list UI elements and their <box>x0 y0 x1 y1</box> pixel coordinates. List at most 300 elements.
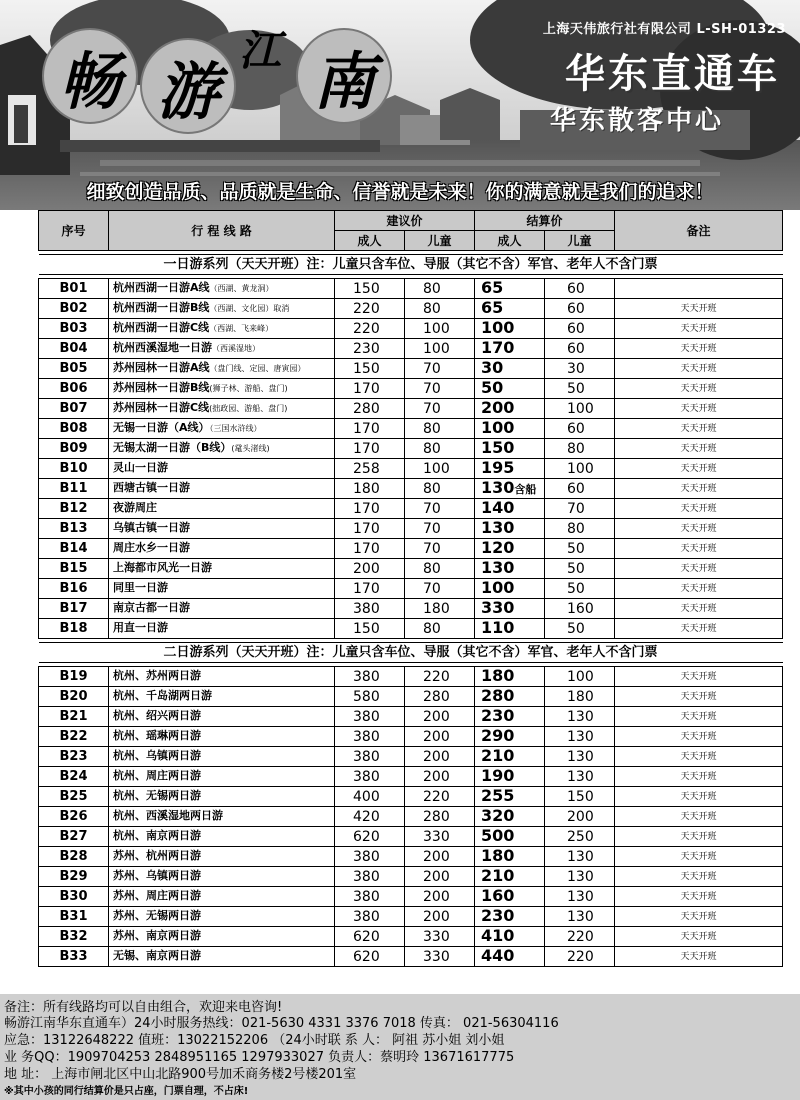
route-name: 杭州西湖一日游C线 <box>113 321 210 334</box>
route-code: B11 <box>39 479 109 499</box>
route-name: 杭州、南京两日游 <box>113 829 201 842</box>
settle-adult-price: 120 <box>481 538 515 557</box>
settle-child-price: 130 <box>545 847 615 867</box>
remark: 天天开班 <box>615 947 783 967</box>
route-name-cell <box>109 379 335 399</box>
route-code: B21 <box>39 707 109 727</box>
route-name: 苏州、周庄两日游 <box>113 889 201 902</box>
remark <box>615 279 783 299</box>
route-name-cell <box>109 767 335 787</box>
route-code: B08 <box>39 419 109 439</box>
route-name: 杭州、无锡两日游 <box>113 789 201 802</box>
settle-adult-price: 440 <box>481 946 515 965</box>
settle-adult-cell <box>475 947 545 967</box>
settle-adult-price: 50 <box>481 378 504 397</box>
logo-char-2: 游 <box>140 38 236 134</box>
settle-child-price: 220 <box>545 947 615 967</box>
remark: 天天开班 <box>615 847 783 867</box>
route-code: B22 <box>39 727 109 747</box>
suggest-child-price: 80 <box>405 299 475 319</box>
table-row <box>39 479 783 499</box>
settle-adult-price: 200 <box>481 398 515 417</box>
suggest-adult-price: 420 <box>335 807 405 827</box>
route-name-cell <box>109 579 335 599</box>
table-row <box>39 727 783 747</box>
route-name-cell <box>109 887 335 907</box>
settle-child-price: 130 <box>545 867 615 887</box>
suggest-child-price: 180 <box>405 599 475 619</box>
settle-adult-price: 330 <box>481 598 515 617</box>
table-row <box>39 847 783 867</box>
route-note: （西溪湿地） <box>212 344 260 353</box>
settle-adult-cell <box>475 847 545 867</box>
suggest-adult-price: 170 <box>335 419 405 439</box>
suggest-adult-price: 200 <box>335 559 405 579</box>
route-name-cell <box>109 947 335 967</box>
route-name: 杭州、周庄两日游 <box>113 769 201 782</box>
suggest-child-price: 70 <box>405 579 475 599</box>
route-name: 无锡一日游（A线） <box>113 421 210 434</box>
route-code: B28 <box>39 847 109 867</box>
settle-adult-price: 160 <box>481 886 515 905</box>
route-name-cell <box>109 499 335 519</box>
settle-adult-price: 320 <box>481 806 515 825</box>
suggest-child-price: 200 <box>405 847 475 867</box>
route-code: B23 <box>39 747 109 767</box>
remark: 天天开班 <box>615 927 783 947</box>
suggest-adult-price: 380 <box>335 667 405 687</box>
remark: 天天开班 <box>615 619 783 639</box>
route-name-cell <box>109 787 335 807</box>
table-row <box>39 279 783 299</box>
route-name: 夜游周庄 <box>113 501 157 514</box>
suggest-adult-price: 620 <box>335 947 405 967</box>
remark: 天天开班 <box>615 599 783 619</box>
suggest-adult-price: 230 <box>335 339 405 359</box>
settle-adult-price: 140 <box>481 498 515 517</box>
settle-adult-cell <box>475 559 545 579</box>
settle-child-price: 60 <box>545 279 615 299</box>
route-name-cell <box>109 747 335 767</box>
route-name-cell <box>109 459 335 479</box>
route-code: B16 <box>39 579 109 599</box>
settle-adult-cell <box>475 579 545 599</box>
suggest-adult-price: 170 <box>335 579 405 599</box>
route-name-cell <box>109 319 335 339</box>
route-name: 杭州、瑶琳两日游 <box>113 729 201 742</box>
settle-adult-cell <box>475 539 545 559</box>
suggest-adult-price: 280 <box>335 399 405 419</box>
route-name-cell <box>109 927 335 947</box>
settle-adult-price: 410 <box>481 926 515 945</box>
suggest-adult-price: 220 <box>335 319 405 339</box>
route-code: B24 <box>39 767 109 787</box>
settle-adult-cell <box>475 687 545 707</box>
remark: 天天开班 <box>615 579 783 599</box>
suggest-child-price: 80 <box>405 559 475 579</box>
suggest-adult-price: 180 <box>335 479 405 499</box>
route-code: B01 <box>39 279 109 299</box>
route-code: B05 <box>39 359 109 379</box>
settle-adult-cell <box>475 519 545 539</box>
route-name-cell <box>109 339 335 359</box>
settle-adult-cell <box>475 499 545 519</box>
remark: 天天开班 <box>615 499 783 519</box>
settle-adult-price: 150 <box>481 438 515 457</box>
settle-child-price: 50 <box>545 379 615 399</box>
remark: 天天开班 <box>615 867 783 887</box>
header-suggest-adult: 成人 <box>335 231 405 251</box>
settle-adult-price: 130 <box>481 478 515 497</box>
route-name: 同里一日游 <box>113 581 168 594</box>
suggest-adult-price: 380 <box>335 599 405 619</box>
price-table-body <box>39 251 783 967</box>
table-row <box>39 599 783 619</box>
settle-child-price: 30 <box>545 359 615 379</box>
settle-child-price: 200 <box>545 807 615 827</box>
suggest-adult-price: 380 <box>335 747 405 767</box>
table-row <box>39 619 783 639</box>
route-name: 乌镇古镇一日游 <box>113 521 190 534</box>
suggest-adult-price: 580 <box>335 687 405 707</box>
remark: 天天开班 <box>615 887 783 907</box>
settle-child-price: 70 <box>545 499 615 519</box>
section-title-row <box>39 255 783 275</box>
settle-adult-cell <box>475 299 545 319</box>
table-row <box>39 519 783 539</box>
settle-adult-price: 100 <box>481 578 515 597</box>
suggest-adult-price: 380 <box>335 887 405 907</box>
price-table-wrapper <box>38 210 782 967</box>
table-row <box>39 459 783 479</box>
footer-hotline: 畅游江南华东直通车）24小时服务热线：021-5630 4331 3376 7018 传真： 021-56304116 <box>4 1016 559 1031</box>
route-code: B32 <box>39 927 109 947</box>
route-name: 杭州西湖一日游A线 <box>113 281 210 294</box>
table-row <box>39 439 783 459</box>
settle-adult-price: 210 <box>481 866 515 885</box>
section-title: 一日游系列（天天开班）注：儿童只含车位、导服（其它不含）军官、老年人不含门票 <box>39 255 783 275</box>
settle-adult-cell <box>475 667 545 687</box>
remark: 天天开班 <box>615 299 783 319</box>
settle-child-price: 80 <box>545 519 615 539</box>
settle-adult-cell <box>475 707 545 727</box>
table-row <box>39 299 783 319</box>
suggest-adult-price: 150 <box>335 359 405 379</box>
remark: 天天开班 <box>615 827 783 847</box>
table-row <box>39 787 783 807</box>
settle-adult-cell <box>475 827 545 847</box>
suggest-child-price: 80 <box>405 619 475 639</box>
suggest-adult-price: 380 <box>335 907 405 927</box>
header-banner: 畅 游 江 南 上海天伟旅行社有限公司 L-SH-01323 华东直通车 华东散客中心 细致创造品质、品质就是生命、信誉就是未来！你的满意就是我们的追求！ <box>0 0 800 210</box>
brand-title: 华东直通车 <box>565 51 780 97</box>
remark: 天天开班 <box>615 419 783 439</box>
settle-adult-cell <box>475 787 545 807</box>
route-name-cell <box>109 399 335 419</box>
table-row <box>39 747 783 767</box>
route-name-cell <box>109 419 335 439</box>
route-name: 杭州、千岛湖两日游 <box>113 689 212 702</box>
route-code: B29 <box>39 867 109 887</box>
settle-adult-price: 30 <box>481 358 504 377</box>
route-name-cell <box>109 907 335 927</box>
suggest-child-price: 200 <box>405 887 475 907</box>
footer-remark: 备注：所有线路均可以自由组合，欢迎来电咨询! <box>4 1000 283 1015</box>
suggest-child-price: 70 <box>405 359 475 379</box>
route-name-cell <box>109 707 335 727</box>
settle-child-price: 100 <box>545 459 615 479</box>
settle-adult-cell <box>475 319 545 339</box>
remark: 天天开班 <box>615 727 783 747</box>
route-name: 用直一日游 <box>113 621 168 634</box>
route-name: 杭州、苏州两日游 <box>113 669 201 682</box>
table-row <box>39 579 783 599</box>
suggest-child-price: 330 <box>405 947 475 967</box>
route-code: B02 <box>39 299 109 319</box>
settle-adult-cell <box>475 619 545 639</box>
footer-emergency: 应急：13122648222 值班：13022152206 （24小时联 系 人： 阿祖 苏小姐 刘小姐 <box>4 1033 505 1048</box>
route-name-cell <box>109 559 335 579</box>
route-name-cell <box>109 619 335 639</box>
remark: 天天开班 <box>615 399 783 419</box>
route-code: B10 <box>39 459 109 479</box>
settle-adult-price: 180 <box>481 666 515 685</box>
footer-address: 地 址： 上海市闸北区中山北路900号加禾商务楼2号楼201室 <box>4 1067 357 1082</box>
slogan: 细致创造品质、品质就是生命、信誉就是未来！你的满意就是我们的追求！ <box>86 181 714 203</box>
section-title-row <box>39 643 783 663</box>
logo-char-4: 南 <box>296 28 392 124</box>
settle-child-price: 50 <box>545 579 615 599</box>
suggest-adult-price: 170 <box>335 519 405 539</box>
remark: 天天开班 <box>615 807 783 827</box>
route-code: B30 <box>39 887 109 907</box>
settle-adult-cell <box>475 379 545 399</box>
suggest-child-price: 70 <box>405 399 475 419</box>
suggest-child-price: 200 <box>405 867 475 887</box>
route-name: 无锡、南京两日游 <box>113 949 201 962</box>
settle-child-price: 50 <box>545 619 615 639</box>
route-code: B12 <box>39 499 109 519</box>
suggest-adult-price: 150 <box>335 619 405 639</box>
route-name-cell <box>109 727 335 747</box>
route-name-cell <box>109 519 335 539</box>
settle-child-price: 60 <box>545 419 615 439</box>
settle-child-price: 60 <box>545 319 615 339</box>
suggest-child-price: 200 <box>405 747 475 767</box>
table-row <box>39 539 783 559</box>
suggest-child-price: 70 <box>405 519 475 539</box>
remark: 天天开班 <box>615 519 783 539</box>
logo-char-1: 畅 <box>42 28 138 124</box>
settle-child-price: 130 <box>545 727 615 747</box>
route-name: 苏州、杭州两日游 <box>113 849 201 862</box>
route-name-cell <box>109 299 335 319</box>
suggest-child-price: 100 <box>405 459 475 479</box>
suggest-adult-price: 170 <box>335 499 405 519</box>
route-name: 杭州西溪湿地一日游 <box>113 341 212 354</box>
settle-child-price: 100 <box>545 399 615 419</box>
header-suggest-price: 建议价 <box>335 211 475 231</box>
settle-adult-price: 195 <box>481 458 515 477</box>
route-name: 杭州、乌镇两日游 <box>113 749 201 762</box>
route-code: B33 <box>39 947 109 967</box>
route-code: B13 <box>39 519 109 539</box>
settle-adult-cell <box>475 887 545 907</box>
settle-child-price: 100 <box>545 667 615 687</box>
settle-child-price: 80 <box>545 439 615 459</box>
route-code: B06 <box>39 379 109 399</box>
remark: 天天开班 <box>615 907 783 927</box>
suggest-child-price: 80 <box>405 439 475 459</box>
settle-adult-price: 100 <box>481 318 515 337</box>
route-name: 灵山一日游 <box>113 461 168 474</box>
suggest-child-price: 200 <box>405 907 475 927</box>
table-row <box>39 767 783 787</box>
suggest-adult-price: 620 <box>335 927 405 947</box>
suggest-child-price: 100 <box>405 339 475 359</box>
route-code: B03 <box>39 319 109 339</box>
brand-subtitle: 华东散客中心 <box>549 106 724 136</box>
route-code: B19 <box>39 667 109 687</box>
route-name-cell <box>109 539 335 559</box>
route-name: 苏州园林一日游A线 <box>113 361 210 374</box>
suggest-child-price: 200 <box>405 767 475 787</box>
suggest-adult-price: 170 <box>335 379 405 399</box>
suggest-child-price: 220 <box>405 787 475 807</box>
table-row <box>39 947 783 967</box>
settle-adult-cell <box>475 399 545 419</box>
route-name-cell <box>109 599 335 619</box>
route-code: B18 <box>39 619 109 639</box>
settle-adult-cell <box>475 279 545 299</box>
suggest-child-price: 70 <box>405 539 475 559</box>
settle-adult-cell <box>475 747 545 767</box>
settle-adult-price: 230 <box>481 706 515 725</box>
settle-child-price: 220 <box>545 927 615 947</box>
table-row <box>39 499 783 519</box>
settle-child-price: 60 <box>545 479 615 499</box>
settle-child-price: 60 <box>545 299 615 319</box>
settle-child-price: 60 <box>545 339 615 359</box>
remark: 天天开班 <box>615 339 783 359</box>
remark: 天天开班 <box>615 379 783 399</box>
header-no: 序号 <box>39 211 109 251</box>
suggest-adult-price: 150 <box>335 279 405 299</box>
suggest-child-price: 80 <box>405 279 475 299</box>
settle-adult-price: 190 <box>481 766 515 785</box>
route-note: (拙政园、游船、盘门) <box>209 404 288 413</box>
table-row <box>39 907 783 927</box>
settle-adult-price: 180 <box>481 846 515 865</box>
remark: 天天开班 <box>615 319 783 339</box>
route-note: （西湖、黄龙洞） <box>209 284 274 293</box>
price-table <box>38 210 783 967</box>
header-settle-adult: 成人 <box>475 231 545 251</box>
suggest-child-price: 70 <box>405 499 475 519</box>
suggest-adult-price: 170 <box>335 539 405 559</box>
company-license: 上海天伟旅行社有限公司 L-SH-01323 <box>542 22 786 37</box>
header-settle-price: 结算价 <box>475 211 615 231</box>
remark: 天天开班 <box>615 747 783 767</box>
table-row <box>39 379 783 399</box>
settle-adult-price: 255 <box>481 786 515 805</box>
header-suggest-child: 儿童 <box>405 231 475 251</box>
settle-child-price: 50 <box>545 539 615 559</box>
route-code: B27 <box>39 827 109 847</box>
suggest-child-price: 80 <box>405 419 475 439</box>
settle-adult-price: 290 <box>481 726 515 745</box>
route-name-cell <box>109 867 335 887</box>
route-note: (狮子林、游船、盘门) <box>209 384 288 393</box>
suggest-adult-price: 620 <box>335 827 405 847</box>
suggest-adult-price: 380 <box>335 847 405 867</box>
route-code: B07 <box>39 399 109 419</box>
settle-adult-cell <box>475 867 545 887</box>
route-name-cell <box>109 479 335 499</box>
remark: 天天开班 <box>615 479 783 499</box>
footer-child-tip: ※其中小孩的同行结算价是只占座，门票自理，不占床! <box>4 1086 249 1097</box>
route-name: 无锡太湖一日游（B线） <box>113 441 232 454</box>
remark: 天天开班 <box>615 767 783 787</box>
settle-adult-cell <box>475 907 545 927</box>
route-name: 上海都市风光一日游 <box>113 561 212 574</box>
header-remark: 备注 <box>615 211 783 251</box>
suggest-adult-price: 258 <box>335 459 405 479</box>
settle-adult-cell <box>475 479 545 499</box>
route-name-cell <box>109 807 335 827</box>
route-code: B20 <box>39 687 109 707</box>
header-settle-child: 儿童 <box>545 231 615 251</box>
remark: 天天开班 <box>615 667 783 687</box>
settle-adult-price: 280 <box>481 686 515 705</box>
settle-child-price: 180 <box>545 687 615 707</box>
route-name: 苏州、无锡两日游 <box>113 909 201 922</box>
suggest-adult-price: 380 <box>335 767 405 787</box>
remark: 天天开班 <box>615 707 783 727</box>
route-code: B04 <box>39 339 109 359</box>
route-name-cell <box>109 667 335 687</box>
table-row <box>39 339 783 359</box>
route-name: 苏州园林一日游B线 <box>113 381 210 394</box>
table-row <box>39 827 783 847</box>
route-code: B25 <box>39 787 109 807</box>
route-code: B14 <box>39 539 109 559</box>
route-code: B31 <box>39 907 109 927</box>
settle-adult-note: 含船 <box>514 482 537 496</box>
suggest-child-price: 280 <box>405 807 475 827</box>
route-name-cell <box>109 687 335 707</box>
suggest-child-price: 330 <box>405 827 475 847</box>
suggest-child-price: 200 <box>405 727 475 747</box>
route-code: B26 <box>39 807 109 827</box>
suggest-child-price: 330 <box>405 927 475 947</box>
route-code: B17 <box>39 599 109 619</box>
table-row <box>39 399 783 419</box>
settle-child-price: 150 <box>545 787 615 807</box>
route-name: 南京古都一日游 <box>113 601 190 614</box>
route-name-cell <box>109 279 335 299</box>
settle-child-price: 130 <box>545 707 615 727</box>
table-row <box>39 927 783 947</box>
settle-adult-price: 230 <box>481 906 515 925</box>
remark: 天天开班 <box>615 459 783 479</box>
suggest-adult-price: 220 <box>335 299 405 319</box>
settle-child-price: 130 <box>545 767 615 787</box>
settle-adult-price: 130 <box>481 518 515 537</box>
route-note: （三国水浒线） <box>209 424 262 433</box>
settle-adult-cell <box>475 727 545 747</box>
route-name: 杭州西湖一日游B线 <box>113 301 210 314</box>
